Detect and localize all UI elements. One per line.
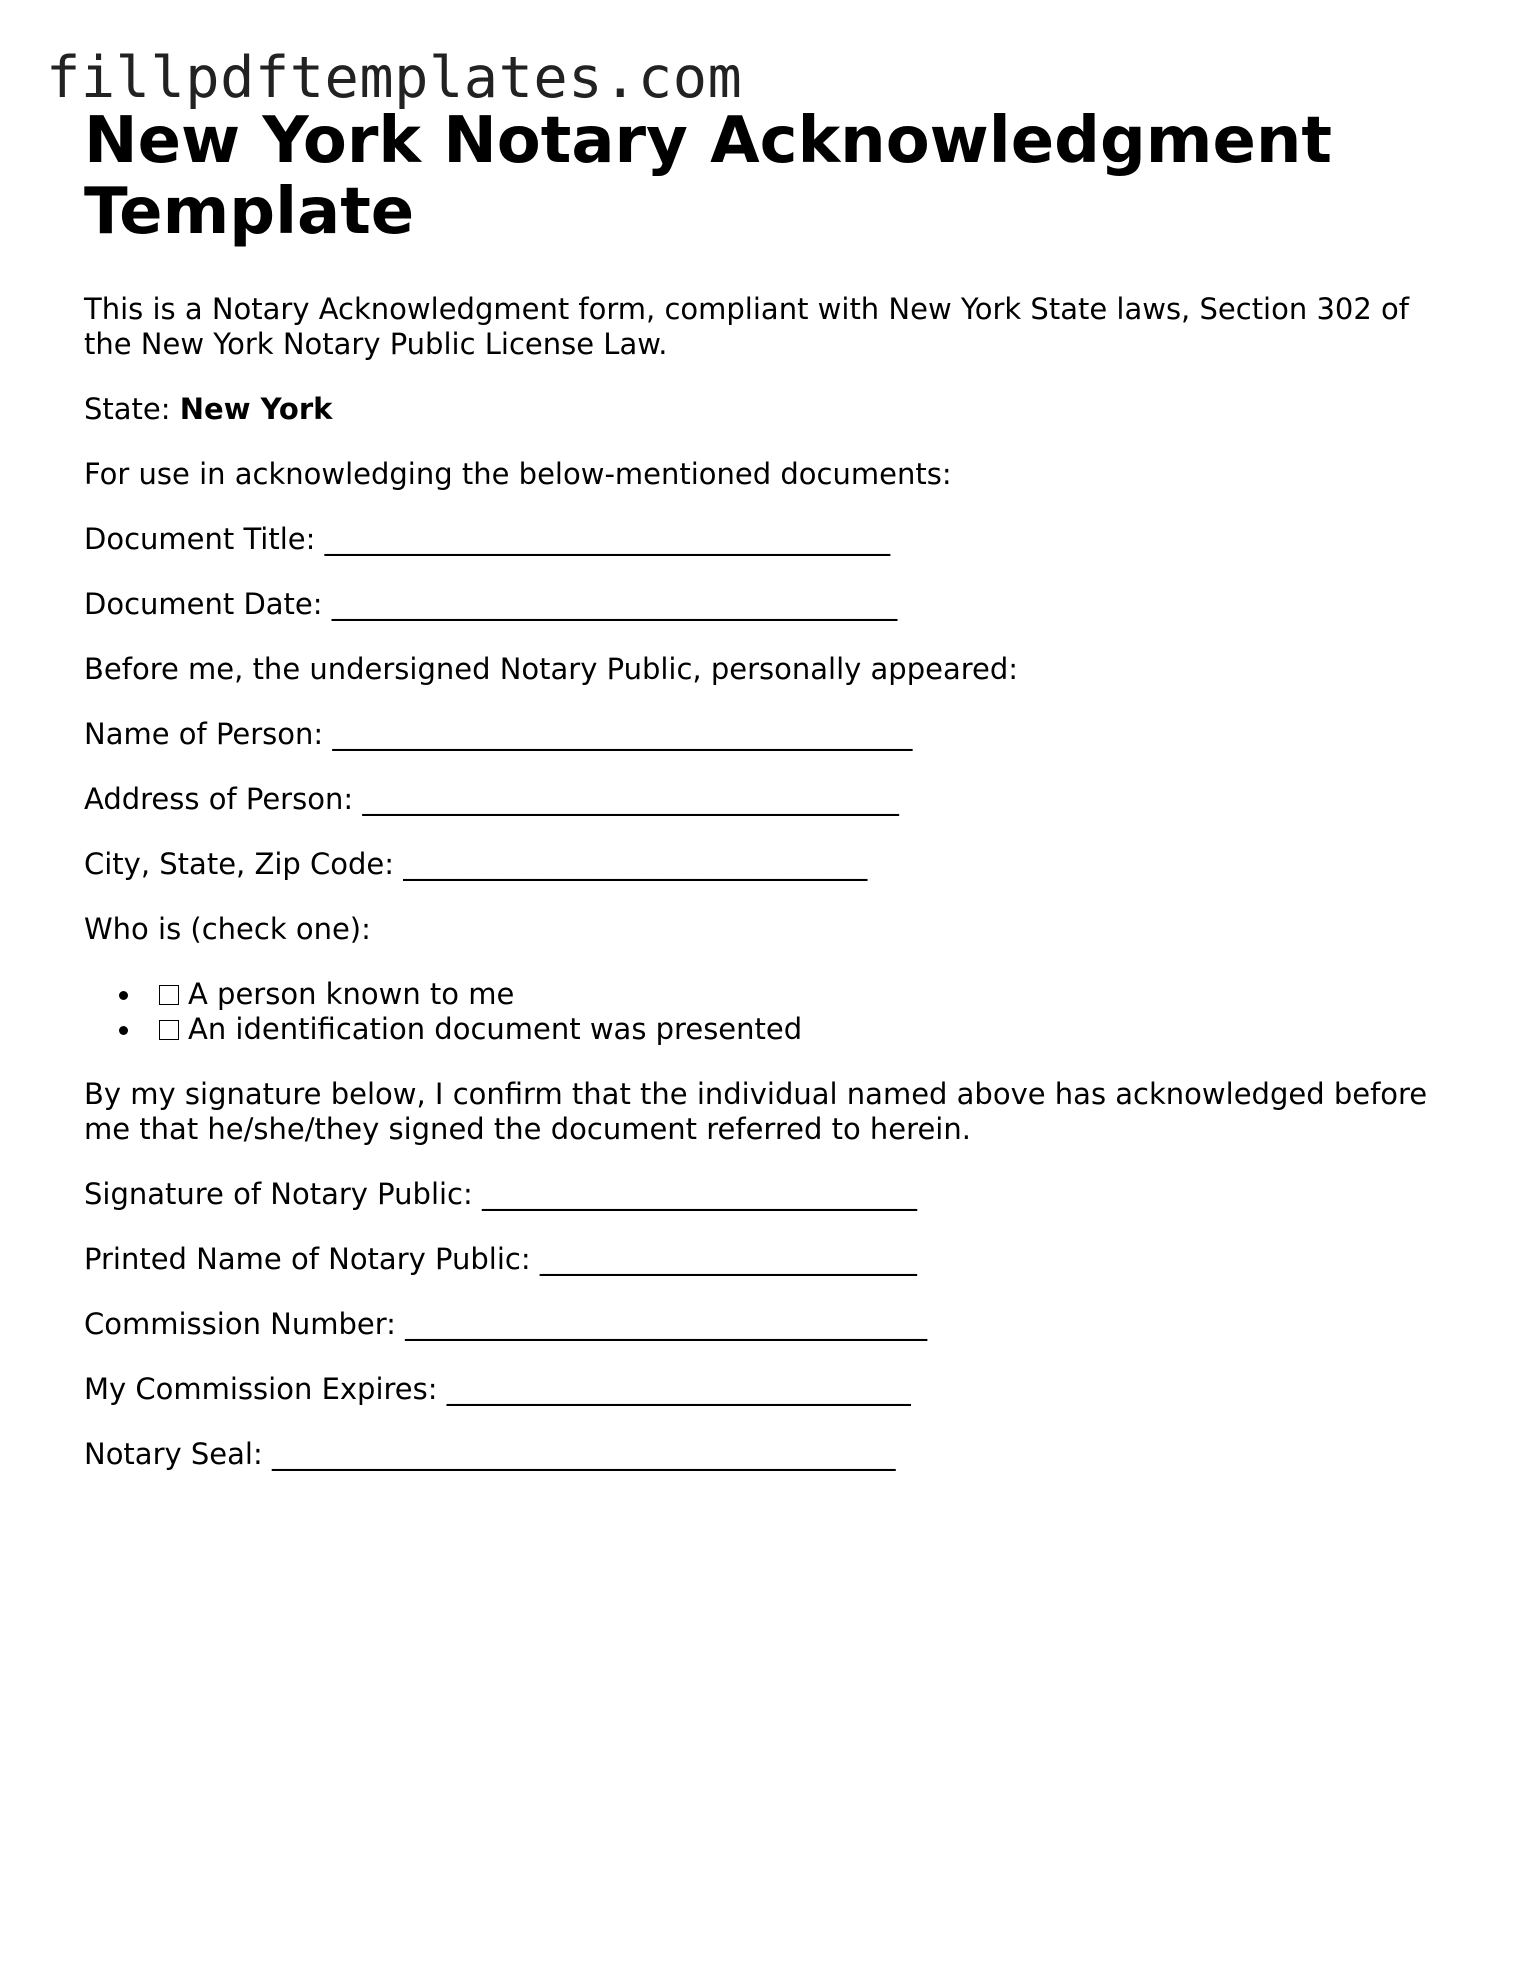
page-title: New York Notary Acknowledgment Template	[84, 104, 1332, 249]
commission-number-field: Commission Number: ____________________________________	[84, 1307, 928, 1341]
option-id-presented	[159, 1012, 1444, 1047]
notary-printed-name-field: Printed Name of Notary Public: __________________________	[84, 1242, 917, 1276]
notary-signature-field: Signature of Notary Public: ______________________________	[84, 1177, 917, 1211]
city-state-zip-field: City, State, Zip Code: ________________________________	[84, 847, 868, 881]
appeared-text: Before me, the undersigned Notary Public, personally appeared:	[84, 652, 1019, 686]
state-value: New York	[179, 392, 333, 426]
person-name-field: Name of Person: ________________________________________	[84, 717, 913, 751]
check-prompt: Who is (check one):	[84, 912, 371, 946]
watermark: fillpdftemplates.com	[46, 45, 743, 111]
option-known-person	[159, 977, 1444, 1012]
commission-expires-field: My Commission Expires: ________________________________	[84, 1372, 911, 1406]
option-label: A person known to me	[188, 977, 515, 1011]
intro-paragraph: This is a Notary Acknowledgment form, compliant with New York State laws, Section 302 of the New York Notary Public License Law.	[84, 292, 1409, 361]
checkbox-known-person[interactable]	[159, 985, 179, 1005]
person-address-field: Address of Person: _____________________________________	[84, 782, 899, 816]
document-title-field: Document Title: _______________________________________	[84, 522, 891, 556]
checkbox-id-presented[interactable]	[159, 1020, 179, 1040]
state-line	[84, 392, 1444, 427]
option-label: An identification document was presented	[188, 1012, 803, 1046]
document-page	[84, 106, 1444, 1472]
document-date-field: Document Date: _______________________________________	[84, 587, 898, 621]
notary-seal-field: Notary Seal: ___________________________________________	[84, 1437, 896, 1471]
identity-options-list	[84, 977, 1444, 1047]
confirm-paragraph: By my signature below, I confirm that the individual named above has acknowledged before me that he/she/they signed the document referred to herein.	[84, 1077, 1428, 1146]
state-label: State:	[84, 392, 180, 426]
use-text: For use in acknowledging the below-mentioned documents:	[84, 457, 952, 491]
